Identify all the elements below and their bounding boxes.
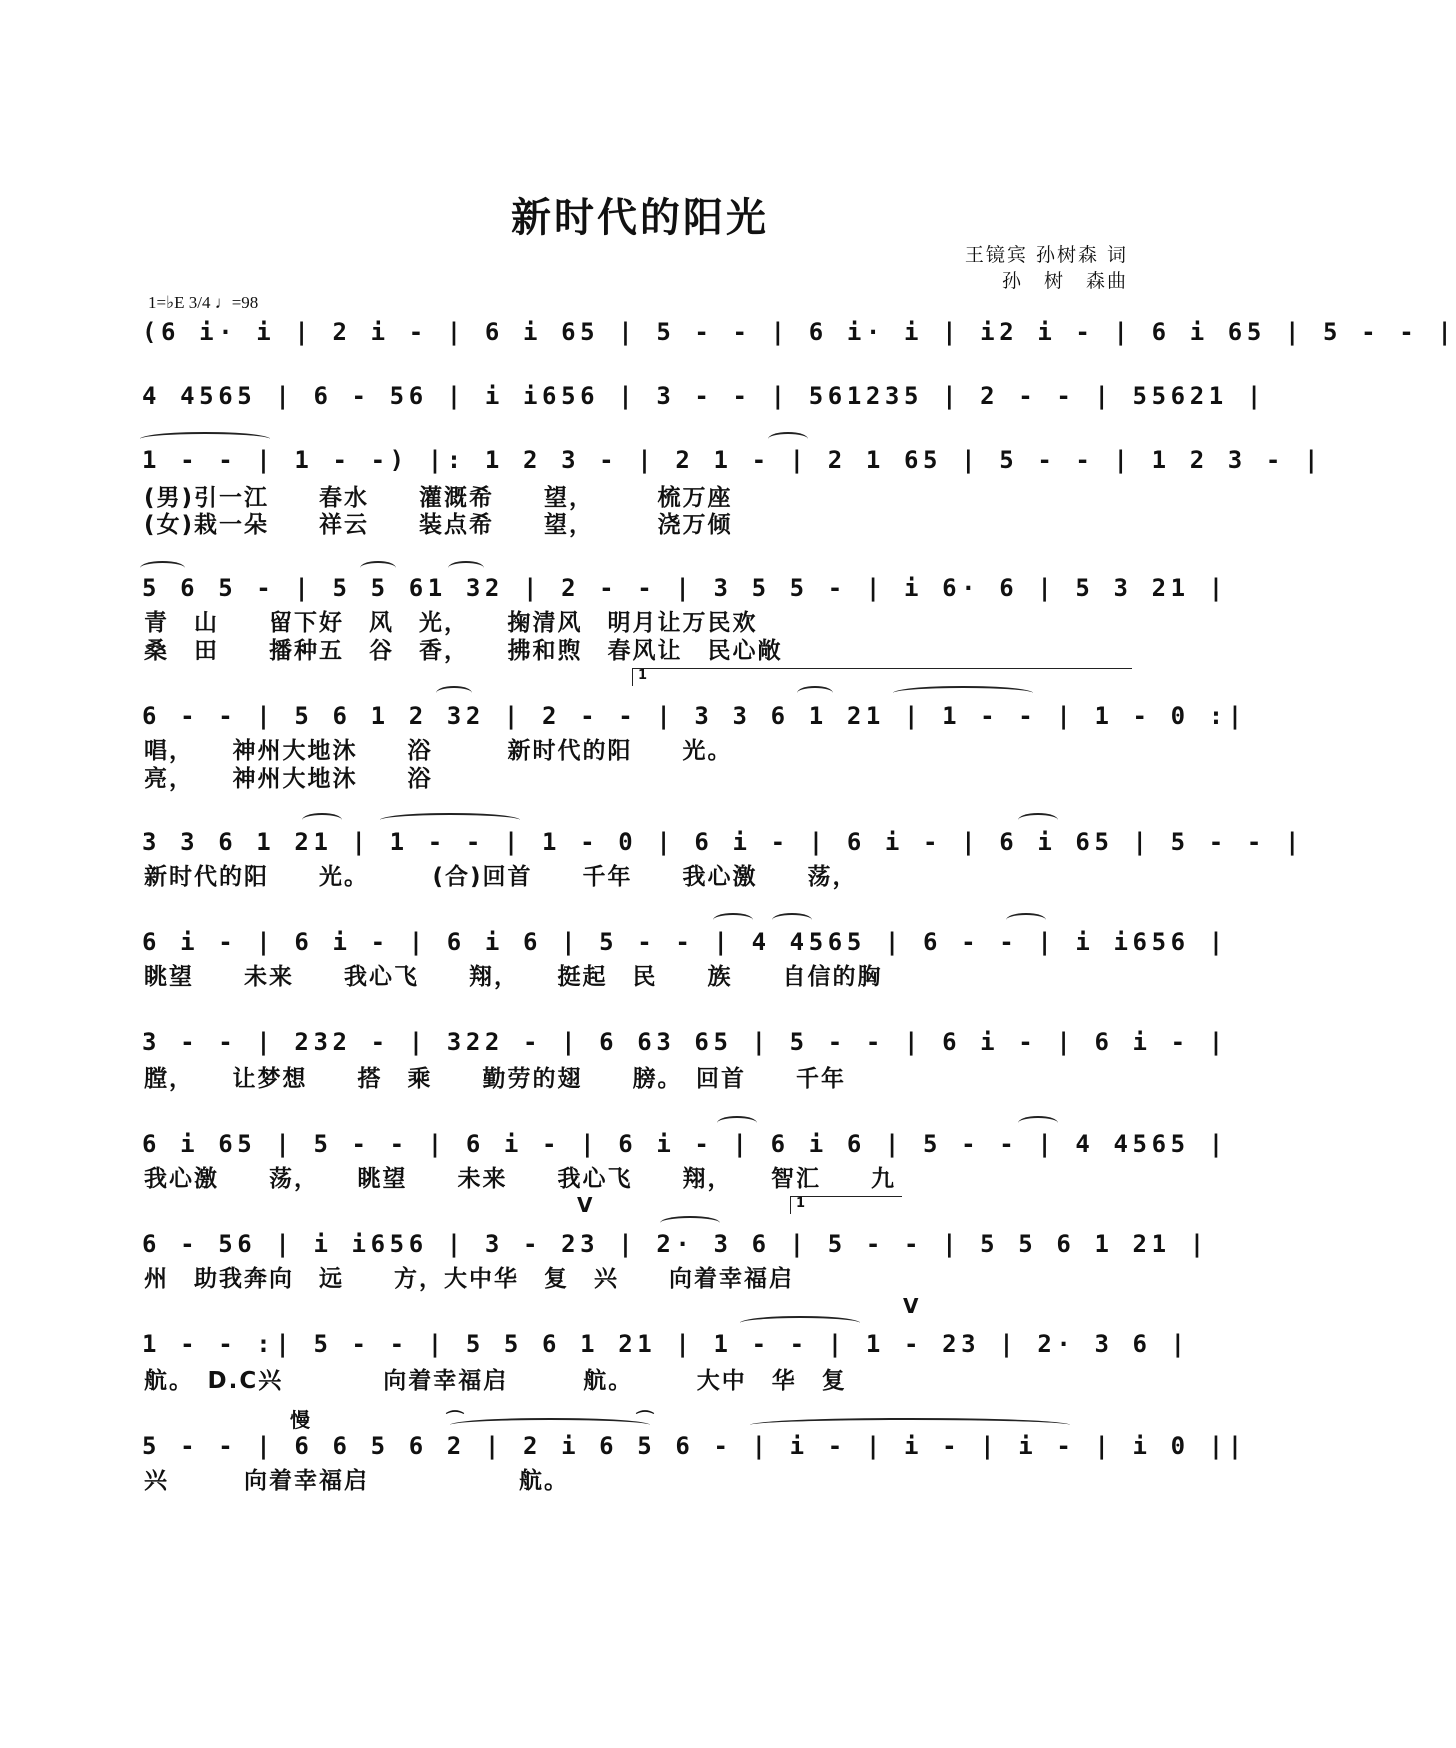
slur (448, 561, 484, 575)
volta-number: 1 (638, 668, 648, 683)
slur (717, 1116, 757, 1130)
lyric-line-7: 新时代的阳 光。 (合)回首 千年 我心激 荡， (144, 864, 858, 890)
tie-slur (380, 813, 520, 827)
tie-slur (740, 1316, 860, 1330)
fermata: ⌒ (636, 1410, 654, 1431)
lyric-line-10: 我心激 荡， 眺望 未来 我心飞 翔， 智汇 九 (144, 1166, 896, 1192)
notation-line-7: 6 i - | 6 i - | 6 i 6 | 5 - - | 4 4565 | 6 - - | i i656 | (142, 928, 1228, 956)
breath-mark: V (903, 1294, 919, 1318)
slur (797, 686, 833, 700)
notation-line-9: 6 i 65 | 5 - - | 6 i - | 6 i - | 6 i 6 | 5 - - | 4 4565 | (142, 1130, 1228, 1158)
tie-slur (750, 1418, 1070, 1432)
slur (1006, 913, 1046, 927)
slur (140, 561, 185, 575)
lyric-line-4: 桑 田 播种五 谷 香， 拂和煦 春风让 民心敞 (144, 638, 783, 664)
notation-line-6: 3 3 6 1 21 | 1 - - | 1 - 0 | 6 i - | 6 i - | 6 i 65 | 5 - - | (142, 828, 1305, 856)
volta-bracket-1 (632, 668, 1132, 669)
volta-number: 1 (796, 1196, 806, 1211)
tempo-slow-marking: 慢 (290, 1408, 310, 1432)
lyric-line-6: 亮， 神州大地沐 浴 (144, 766, 433, 792)
lyric-line-11: 州 助我奔向 远 方，大中华 复 兴 向着幸福启 (144, 1266, 794, 1292)
notation-line-4: 5 6 5 - | 5 5 61 32 | 2 - - | 3 5 5 - | i 6· 6 | 5 3 21 | (142, 574, 1228, 602)
volta-bracket-edge (632, 668, 633, 686)
slur (302, 813, 342, 827)
notation-line-12: 5 - - | 6 6 5 6 2 | 2 i 6 5 6 - | i - | i - | i - | i 0 || (142, 1432, 1247, 1460)
notation-line-11: 1 - - :| 5 - - | 5 5 6 1 21 | 1 - - | 1 - 23 | 2· 3 6 | (142, 1330, 1190, 1358)
notation-line-3: 1 - - | 1 - -) |: 1 2 3 - | 2 1 - | 2 1 65 | 5 - - | 1 2 3 - | (142, 446, 1324, 474)
notation-line-2: 4 4565 | 6 - 56 | i i656 | 3 - - | 561235 | 2 - - | 55621 | (142, 382, 1266, 410)
lyric-line-13: 兴 向着幸福启 航。 (144, 1468, 569, 1494)
breath-mark: V (577, 1193, 593, 1217)
key-signature: 1=♭E 3/4 ♩=98 (148, 293, 259, 312)
notation-line-10: 6 - 56 | i i656 | 3 - 23 | 2· 3 6 | 5 - - | 5 5 6 1 21 | (142, 1230, 1209, 1258)
lyric-line-12: 航。 D.C兴 向着幸福启 航。 大中 华 复 (144, 1368, 847, 1394)
lyric-line-5: 唱， 神州大地沐 浴 新时代的阳 光。 (144, 738, 733, 764)
tie-slur (140, 432, 270, 446)
tie-slur (893, 686, 1033, 700)
tie-slur (450, 1418, 650, 1432)
slur (360, 561, 396, 575)
lyricist-credit: 王镜宾 孙树森 词 (964, 244, 1128, 266)
notation-line-1: (6 i· i | 2 i - | 6 i 65 | 5 - - | 6 i· i | i2 i - | 6 i 65 | 5 - - | (142, 318, 1456, 346)
lyric-line-3: 青 山 留下好 风 光， 掬清风 明月让万民欢 (144, 610, 758, 636)
lyric-line-2: (女)栽一朵 祥云 装点希 望， 浇万倾 (144, 512, 733, 538)
slur (1018, 1116, 1058, 1130)
fermata: ⌒ (446, 1410, 464, 1431)
song-title: 新时代的阳光 (511, 194, 769, 241)
slur (660, 1216, 720, 1230)
volta-bracket-edge (790, 1196, 791, 1214)
lyric-line-8: 眺望 未来 我心飞 翔， 挺起 民 族 自信的胸 (144, 964, 883, 990)
slur (1018, 813, 1058, 827)
slur (772, 913, 812, 927)
lyric-line-1: (男)引一江 春水 灌溉希 望， 梳万座 (144, 485, 733, 511)
notation-line-8: 3 - - | 232 - | 322 - | 6 63 65 | 5 - - | 6 i - | 6 i - | (142, 1028, 1228, 1056)
slur (436, 686, 472, 700)
notation-line-5: 6 - - | 5 6 1 2 32 | 2 - - | 3 3 6 1 21 | 1 - - | 1 - 0 :| (142, 702, 1247, 730)
volta-bracket-2 (790, 1196, 902, 1197)
slur (768, 432, 808, 446)
slur (713, 913, 753, 927)
composer-credit: 孙 树 森曲 (1001, 270, 1128, 292)
lyric-line-9: 膛， 让梦想 搭 乘 勤劳的翅 膀。 回首 千年 (144, 1066, 846, 1092)
